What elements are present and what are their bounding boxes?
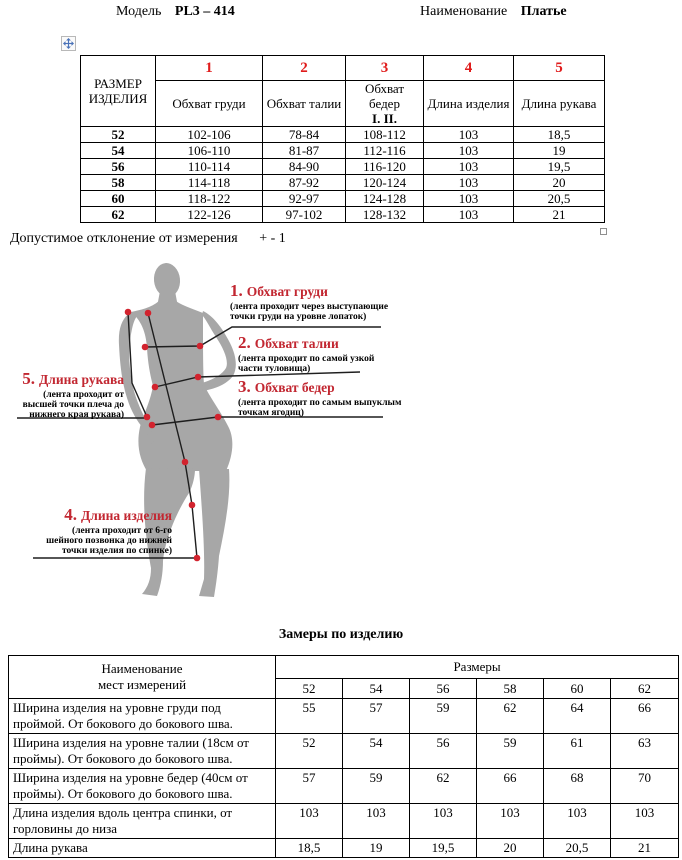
measurement-name-cell: Длина изделия вдоль центра спинки, от горловины до низа (9, 804, 276, 839)
value-cell: 54 (343, 734, 410, 769)
measure-cell: 19 (514, 143, 605, 159)
measure-cell: 18,5 (514, 127, 605, 143)
tolerance-value: + - 1 (259, 231, 286, 246)
column-label (514, 81, 605, 127)
value-cell: 103 (410, 804, 477, 839)
value-cell: 57 (276, 769, 343, 804)
value-cell: 20 (477, 839, 544, 858)
value-cell: 64 (544, 699, 611, 734)
value-cell: 59 (410, 699, 477, 734)
size-column-header: 54 (343, 679, 410, 699)
label-head (238, 377, 403, 397)
column-label-text: Обхват талии (266, 96, 342, 111)
size-table (80, 55, 605, 223)
column-label (346, 81, 424, 127)
value-cell: 21 (611, 839, 679, 858)
model-label: Модель (116, 4, 162, 19)
value-cell: 70 (611, 769, 679, 804)
item-name-title (420, 4, 567, 20)
measurement-name-cell: Ширина изделия на уровне груди под проймой. От бокового до бокового шва. (9, 699, 276, 734)
measurement-name-cell: Ширина изделия на уровне бедер (40см от проймы). От бокового до бокового шва. (9, 769, 276, 804)
diagram-label-hips (238, 377, 403, 418)
value-cell: 63 (611, 734, 679, 769)
measure-cell: 116-120 (346, 159, 424, 175)
measure-cell: 103 (424, 191, 514, 207)
measure-cell: 103 (424, 127, 514, 143)
measure-cell: 97-102 (263, 207, 346, 223)
measure-cell: 81-87 (263, 143, 346, 159)
measurements-table (8, 655, 679, 858)
table-row (81, 175, 605, 191)
measure-cell: 112-116 (346, 143, 424, 159)
measure-cell: 114-118 (156, 175, 263, 191)
column-label-text: Обхват бедер (364, 81, 405, 111)
names-header-line2: мест измерений (97, 677, 187, 692)
value-cell: 20,5 (544, 839, 611, 858)
table-row (81, 127, 605, 143)
column-number: 3 (346, 56, 424, 81)
measurement-diagram (0, 255, 470, 600)
table-row (9, 734, 679, 769)
size-column-header: 58 (477, 679, 544, 699)
measure-cell: 92-97 (263, 191, 346, 207)
table-resize-handle[interactable] (600, 228, 607, 235)
size-column-header: 60 (544, 679, 611, 699)
value-cell: 19,5 (410, 839, 477, 858)
names-header-line1: Наименование (101, 661, 183, 676)
measure-cell: 124-128 (346, 191, 424, 207)
diagram-label-chest (230, 281, 395, 322)
label-number: 1. (230, 281, 243, 300)
table-row (9, 839, 679, 858)
measure-cell: 103 (424, 175, 514, 191)
sizes-group-header: Размеры (276, 656, 679, 679)
measure-cell: 122-126 (156, 207, 263, 223)
column-label-text: Длина изделия (427, 96, 510, 111)
label-description: (лента проходит через выступающие точки груди на уровне лопаток) (230, 302, 389, 322)
label-number: 2. (238, 333, 251, 352)
size-table-body (81, 127, 605, 223)
label-title: Обхват груди (246, 284, 328, 299)
measure-cell: 84-90 (263, 159, 346, 175)
item-name-label: Наименование (420, 4, 508, 19)
table-row (81, 159, 605, 175)
table-row (81, 207, 605, 223)
value-cell: 19 (343, 839, 410, 858)
label-head (238, 333, 386, 353)
label-title: Обхват бедер (254, 380, 335, 395)
measure-cell: 87-92 (263, 175, 346, 191)
value-cell: 57 (343, 699, 410, 734)
value-cell: 66 (477, 769, 544, 804)
diagram-label-length (44, 505, 172, 556)
size-table-head-labels (81, 81, 605, 127)
column-number: 2 (263, 56, 346, 81)
value-cell: 103 (477, 804, 544, 839)
names-column-header (9, 656, 276, 699)
value-cell: 68 (544, 769, 611, 804)
value-cell: 59 (343, 769, 410, 804)
label-head (44, 505, 172, 525)
corner-header: РАЗМЕР ИЗДЕЛИЯ (81, 56, 156, 127)
label-number: 4. (64, 505, 78, 524)
value-cell: 103 (276, 804, 343, 839)
measure-cell: 102-106 (156, 127, 263, 143)
column-label-text: Длина рукава (521, 96, 597, 111)
label-title: Длина изделия (81, 508, 172, 523)
column-label (156, 81, 263, 127)
model-title (116, 4, 235, 20)
measure-cell: 118-122 (156, 191, 263, 207)
value-cell: 103 (343, 804, 410, 839)
size-cell: 58 (81, 175, 156, 191)
label-title: Длина рукава (39, 372, 124, 387)
size-column-header: 62 (611, 679, 679, 699)
column-number: 5 (514, 56, 605, 81)
size-column-header: 56 (410, 679, 477, 699)
column-number: 4 (424, 56, 514, 81)
value-cell: 66 (611, 699, 679, 734)
size-column-header: 52 (276, 679, 343, 699)
table-move-handle[interactable] (61, 36, 76, 51)
column-number: 1 (156, 56, 263, 81)
measure-cell: 20,5 (514, 191, 605, 207)
model-value: PL3 – 414 (174, 4, 235, 19)
size-cell: 52 (81, 127, 156, 143)
size-cell: 62 (81, 207, 156, 223)
measure-cell: 103 (424, 159, 514, 175)
value-cell: 52 (276, 734, 343, 769)
measure-table-body (9, 699, 679, 858)
measure-cell: 19,5 (514, 159, 605, 175)
size-table-head-nums (81, 56, 605, 81)
value-cell: 62 (410, 769, 477, 804)
measurement-name-cell: Длина рукава (9, 839, 276, 858)
measure-cell: 120-124 (346, 175, 424, 191)
value-cell: 62 (477, 699, 544, 734)
measure-cell: 108-112 (346, 127, 424, 143)
size-cell: 56 (81, 159, 156, 175)
measure-cell: 106-110 (156, 143, 263, 159)
table-row (81, 191, 605, 207)
label-head (230, 281, 395, 301)
size-cell: 54 (81, 143, 156, 159)
table-row (81, 143, 605, 159)
value-cell: 18,5 (276, 839, 343, 858)
label-description: (лента проходит от 6-го шейного позвонка до нижней точки изделия по спинке) (46, 526, 172, 556)
measurement-name-cell: Ширина изделия на уровне талии (18см от проймы). От бокового до бокового шва. (9, 734, 276, 769)
tolerance-note (10, 231, 286, 247)
value-cell: 103 (544, 804, 611, 839)
measure-cell: 78-84 (263, 127, 346, 143)
table-row (9, 699, 679, 734)
value-cell: 61 (544, 734, 611, 769)
value-cell: 59 (477, 734, 544, 769)
table-row (9, 804, 679, 839)
measure-table-head-main (9, 656, 679, 679)
label-description: (лента проходит по самым выпуклым точкам ягодиц) (238, 398, 402, 418)
diagram-label-waist (238, 333, 386, 374)
size-cell: 60 (81, 191, 156, 207)
measure-cell: 128-132 (346, 207, 424, 223)
label-description: (лента проходит от высшей точки плеча до нижнего края рукава) (22, 390, 124, 420)
column-label-text: Обхват груди (172, 96, 246, 111)
section-title: Замеры по изделию (278, 627, 404, 642)
measure-cell: 110-114 (156, 159, 263, 175)
label-description: (лента проходит по самой узкой части туловища) (238, 354, 375, 374)
measure-cell: 21 (514, 207, 605, 223)
value-cell: 56 (410, 734, 477, 769)
measure-cell: 103 (424, 143, 514, 159)
measure-cell: 103 (424, 207, 514, 223)
label-title: Обхват талии (254, 336, 339, 351)
diagram-label-sleeve (22, 369, 124, 420)
measure-cell: 20 (514, 175, 605, 191)
value-cell: 103 (611, 804, 679, 839)
column-label (263, 81, 346, 127)
tolerance-text: Допустимое отклонение от измерения (10, 231, 238, 246)
table-row (9, 769, 679, 804)
column-label (424, 81, 514, 127)
item-name-value: Платье (520, 4, 567, 19)
label-number: 5. (22, 369, 35, 388)
move-arrows-icon (63, 38, 74, 49)
label-head (22, 369, 124, 389)
value-cell: 55 (276, 699, 343, 734)
column-sub-label: I. II. (372, 111, 397, 126)
label-number: 3. (238, 377, 251, 396)
